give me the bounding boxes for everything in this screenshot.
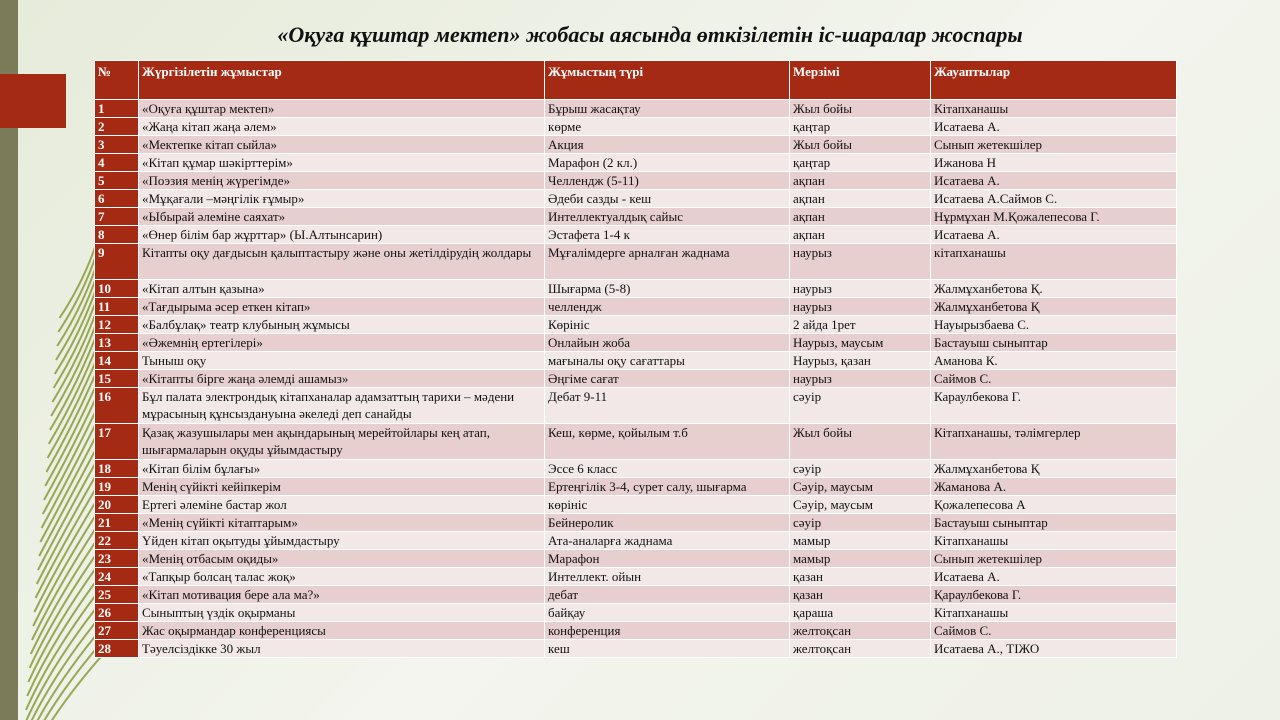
- date-cell: қараша: [790, 604, 931, 622]
- activity-cell: «Жаңа кітап жаңа әлем»: [139, 118, 545, 136]
- table-row: [95, 190, 1177, 208]
- table-row: [95, 622, 1177, 640]
- activity-cell: «Кітап құмар шәкірттерім»: [139, 154, 545, 172]
- responsible-cell: Бастауыш сыныптар: [931, 514, 1177, 532]
- activities-table: [94, 60, 1177, 658]
- activity-cell: «Кітап білім бұлағы»: [139, 460, 545, 478]
- date-cell: наурыз: [790, 244, 931, 280]
- date-cell: наурыз: [790, 280, 931, 298]
- responsible-cell: Исатаева А.: [931, 226, 1177, 244]
- table-row: [95, 172, 1177, 190]
- table-row: [95, 496, 1177, 514]
- activity-cell: Үйден кітап оқытуды ұйымдастыру: [139, 532, 545, 550]
- table-row: [95, 154, 1177, 172]
- date-cell: қаңтар: [790, 118, 931, 136]
- date-cell: Жыл бойы: [790, 100, 931, 118]
- responsible-cell: Сынып жетекшілер: [931, 550, 1177, 568]
- activity-cell: «Тапқыр болсаң талас жоқ»: [139, 568, 545, 586]
- date-cell: мамыр: [790, 550, 931, 568]
- responsible-cell: Кітапханашы, тәлімгерлер: [931, 424, 1177, 460]
- activity-cell: «Оқуға құштар мектеп»: [139, 100, 545, 118]
- row-number: 21: [95, 514, 139, 532]
- row-number: 14: [95, 352, 139, 370]
- table-row: [95, 532, 1177, 550]
- type-cell: дебат: [545, 586, 790, 604]
- header-type: Жұмыстың түрі: [545, 61, 790, 100]
- date-cell: ақпан: [790, 190, 931, 208]
- date-cell: Сәуір, маусым: [790, 496, 931, 514]
- type-cell: Марафон: [545, 550, 790, 568]
- row-number: 17: [95, 424, 139, 460]
- responsible-cell: Қараулбекова Г.: [931, 586, 1177, 604]
- type-cell: Марафон (2 кл.): [545, 154, 790, 172]
- header-number: №: [95, 61, 139, 100]
- responsible-cell: Науырызбаева С.: [931, 316, 1177, 334]
- header-activity: Жүргізілетін жұмыстар: [139, 61, 545, 100]
- responsible-cell: Жаманова А.: [931, 478, 1177, 496]
- header-responsible: Жауаптылар: [931, 61, 1177, 100]
- row-number: 13: [95, 334, 139, 352]
- date-cell: желтоқсан: [790, 640, 931, 658]
- row-number: 1: [95, 100, 139, 118]
- date-cell: ақпан: [790, 208, 931, 226]
- type-cell: Дебат 9-11: [545, 388, 790, 424]
- activity-cell: «Менің отбасым оқиды»: [139, 550, 545, 568]
- table-row: [95, 424, 1177, 460]
- page-title: «Оқуға құштар мектеп» жобасы аясында өткізілетін іс-шаралар жоспары: [277, 22, 1023, 47]
- responsible-cell: Жалмұханбетова Қ.: [931, 280, 1177, 298]
- date-cell: Жыл бойы: [790, 424, 931, 460]
- row-number: 18: [95, 460, 139, 478]
- row-number: 12: [95, 316, 139, 334]
- type-cell: Интеллект. ойын: [545, 568, 790, 586]
- responsible-cell: Саймов С.: [931, 370, 1177, 388]
- responsible-cell: Саймов С.: [931, 622, 1177, 640]
- row-number: 9: [95, 244, 139, 280]
- table-row: [95, 118, 1177, 136]
- responsible-cell: Исатаева А.Саймов С.: [931, 190, 1177, 208]
- table-row: [95, 568, 1177, 586]
- date-cell: Наурыз, маусым: [790, 334, 931, 352]
- row-number: 7: [95, 208, 139, 226]
- date-cell: Жыл бойы: [790, 136, 931, 154]
- row-number: 23: [95, 550, 139, 568]
- row-number: 15: [95, 370, 139, 388]
- responsible-cell: Кітапханашы: [931, 100, 1177, 118]
- date-cell: желтоқсан: [790, 622, 931, 640]
- responsible-cell: Жалмұханбетова Қ: [931, 460, 1177, 478]
- responsible-cell: Исатаева А.: [931, 568, 1177, 586]
- row-number: 22: [95, 532, 139, 550]
- table-row: [95, 226, 1177, 244]
- row-number: 10: [95, 280, 139, 298]
- responsible-cell: Аманова К.: [931, 352, 1177, 370]
- activity-cell: Тәуелсіздікке 30 жыл: [139, 640, 545, 658]
- responsible-cell: кітапханашы: [931, 244, 1177, 280]
- red-accent-bar: [0, 74, 66, 128]
- table-row: [95, 640, 1177, 658]
- date-cell: наурыз: [790, 370, 931, 388]
- type-cell: Интеллектуалдық сайыс: [545, 208, 790, 226]
- type-cell: Эссе 6 класс: [545, 460, 790, 478]
- table-row: [95, 280, 1177, 298]
- row-number: 4: [95, 154, 139, 172]
- date-cell: қазан: [790, 568, 931, 586]
- activity-cell: «Поэзия менің жүрегімде»: [139, 172, 545, 190]
- date-cell: ақпан: [790, 172, 931, 190]
- table-row: [95, 478, 1177, 496]
- row-number: 8: [95, 226, 139, 244]
- responsible-cell: Кітапханашы: [931, 532, 1177, 550]
- type-cell: Эстафета 1-4 к: [545, 226, 790, 244]
- activity-cell: «Мұқағали –мәңгілік ғұмыр»: [139, 190, 545, 208]
- table-row: [95, 586, 1177, 604]
- activity-cell: «Әжемнің ертегілері»: [139, 334, 545, 352]
- type-cell: Онлайын жоба: [545, 334, 790, 352]
- activity-cell: «Кітапты бірге жаңа әлемді ашамыз»: [139, 370, 545, 388]
- type-cell: конференция: [545, 622, 790, 640]
- date-cell: наурыз: [790, 298, 931, 316]
- responsible-cell: Караулбекова Г.: [931, 388, 1177, 424]
- type-cell: Әңгіме сағат: [545, 370, 790, 388]
- activity-cell: Кітапты оқу дағдысын қалыптастыру және оны жетілдірудің жолдары: [139, 244, 545, 280]
- table-row: [95, 316, 1177, 334]
- table-row: [95, 550, 1177, 568]
- type-cell: Әдеби сазды - кеш: [545, 190, 790, 208]
- date-cell: Наурыз, қазан: [790, 352, 931, 370]
- type-cell: Бейнеролик: [545, 514, 790, 532]
- row-number: 16: [95, 388, 139, 424]
- row-number: 28: [95, 640, 139, 658]
- type-cell: көрме: [545, 118, 790, 136]
- table-body: [95, 100, 1177, 658]
- table-row: [95, 334, 1177, 352]
- type-cell: Көрініс: [545, 316, 790, 334]
- responsible-cell: Жалмұханбетова Қ: [931, 298, 1177, 316]
- activity-cell: Бұл палата электрондық кітапханалар адамзаттың тарихи – мәдени мұрасының құнсыздануына әкеледі деп санайды: [139, 388, 545, 424]
- activity-cell: «Ыбырай әлеміне саяхат»: [139, 208, 545, 226]
- activity-cell: «Тағдырыма әсер еткен кітап»: [139, 298, 545, 316]
- table-row: [95, 514, 1177, 532]
- row-number: 6: [95, 190, 139, 208]
- table-row: [95, 136, 1177, 154]
- type-cell: кеш: [545, 640, 790, 658]
- responsible-cell: Нұрмұхан М.Қожалепесова Г.: [931, 208, 1177, 226]
- responsible-cell: Қожалепесова А: [931, 496, 1177, 514]
- date-cell: ақпан: [790, 226, 931, 244]
- responsible-cell: Сынып жетекшілер: [931, 136, 1177, 154]
- activity-cell: Менің сүйікті кейіпкерім: [139, 478, 545, 496]
- type-cell: Мұғалімдерге арналған жаднама: [545, 244, 790, 280]
- activity-cell: Ертегі әлеміне бастар жол: [139, 496, 545, 514]
- responsible-cell: Исатаева А.: [931, 118, 1177, 136]
- table-row: [95, 244, 1177, 280]
- row-number: 26: [95, 604, 139, 622]
- type-cell: Ертеңгілік 3-4, сурет салу, шығарма: [545, 478, 790, 496]
- table-row: [95, 604, 1177, 622]
- date-cell: қаңтар: [790, 154, 931, 172]
- row-number: 25: [95, 586, 139, 604]
- row-number: 2: [95, 118, 139, 136]
- type-cell: Кеш, көрме, қойылым т.б: [545, 424, 790, 460]
- type-cell: Бұрыш жасақтау: [545, 100, 790, 118]
- responsible-cell: Кітапханашы: [931, 604, 1177, 622]
- activity-cell: «Мектепке кітап сыйла»: [139, 136, 545, 154]
- activity-cell: «Өнер білім бар жұрттар» (Ы.Алтынсарин): [139, 226, 545, 244]
- activity-cell: «Менің сүйікті кітаптарым»: [139, 514, 545, 532]
- table-header-row: [95, 61, 1177, 100]
- table-row: [95, 388, 1177, 424]
- header-date: Мерзімі: [790, 61, 931, 100]
- activity-cell: «Кітап мотивация бере ала ма?»: [139, 586, 545, 604]
- row-number: 5: [95, 172, 139, 190]
- type-cell: Ата-аналарға жаднама: [545, 532, 790, 550]
- table-row: [95, 298, 1177, 316]
- row-number: 27: [95, 622, 139, 640]
- table-row: [95, 370, 1177, 388]
- row-number: 24: [95, 568, 139, 586]
- responsible-cell: Бастауыш сыныптар: [931, 334, 1177, 352]
- type-cell: челлендж: [545, 298, 790, 316]
- responsible-cell: Исатаева А.: [931, 172, 1177, 190]
- type-cell: Челлендж (5-11): [545, 172, 790, 190]
- date-cell: сәуір: [790, 460, 931, 478]
- table-row: [95, 460, 1177, 478]
- row-number: 19: [95, 478, 139, 496]
- type-cell: Шығарма (5-8): [545, 280, 790, 298]
- date-cell: Сәуір, маусым: [790, 478, 931, 496]
- table-row: [95, 208, 1177, 226]
- row-number: 20: [95, 496, 139, 514]
- activity-cell: Қазақ жазушылары мен ақындарының мерейтойлары кең атап, шығармаларын оқуды ұйымдастыру: [139, 424, 545, 460]
- row-number: 11: [95, 298, 139, 316]
- date-cell: мамыр: [790, 532, 931, 550]
- date-cell: сәуір: [790, 388, 931, 424]
- date-cell: сәуір: [790, 514, 931, 532]
- activity-cell: «Кітап алтын қазына»: [139, 280, 545, 298]
- responsible-cell: Исатаева А., ТІЖО: [931, 640, 1177, 658]
- activity-cell: «Балбұлақ» театр клубының жұмысы: [139, 316, 545, 334]
- date-cell: 2 айда 1рет: [790, 316, 931, 334]
- type-cell: мағыналы оқу сағаттары: [545, 352, 790, 370]
- type-cell: байқау: [545, 604, 790, 622]
- table-row: [95, 100, 1177, 118]
- responsible-cell: Ижанова Н: [931, 154, 1177, 172]
- row-number: 3: [95, 136, 139, 154]
- activity-cell: Тыныш оқу: [139, 352, 545, 370]
- activity-cell: Жас оқырмандар конференциясы: [139, 622, 545, 640]
- date-cell: қазан: [790, 586, 931, 604]
- type-cell: Акция: [545, 136, 790, 154]
- activity-cell: Сыныптың үздік оқырманы: [139, 604, 545, 622]
- table-row: [95, 352, 1177, 370]
- type-cell: көрініс: [545, 496, 790, 514]
